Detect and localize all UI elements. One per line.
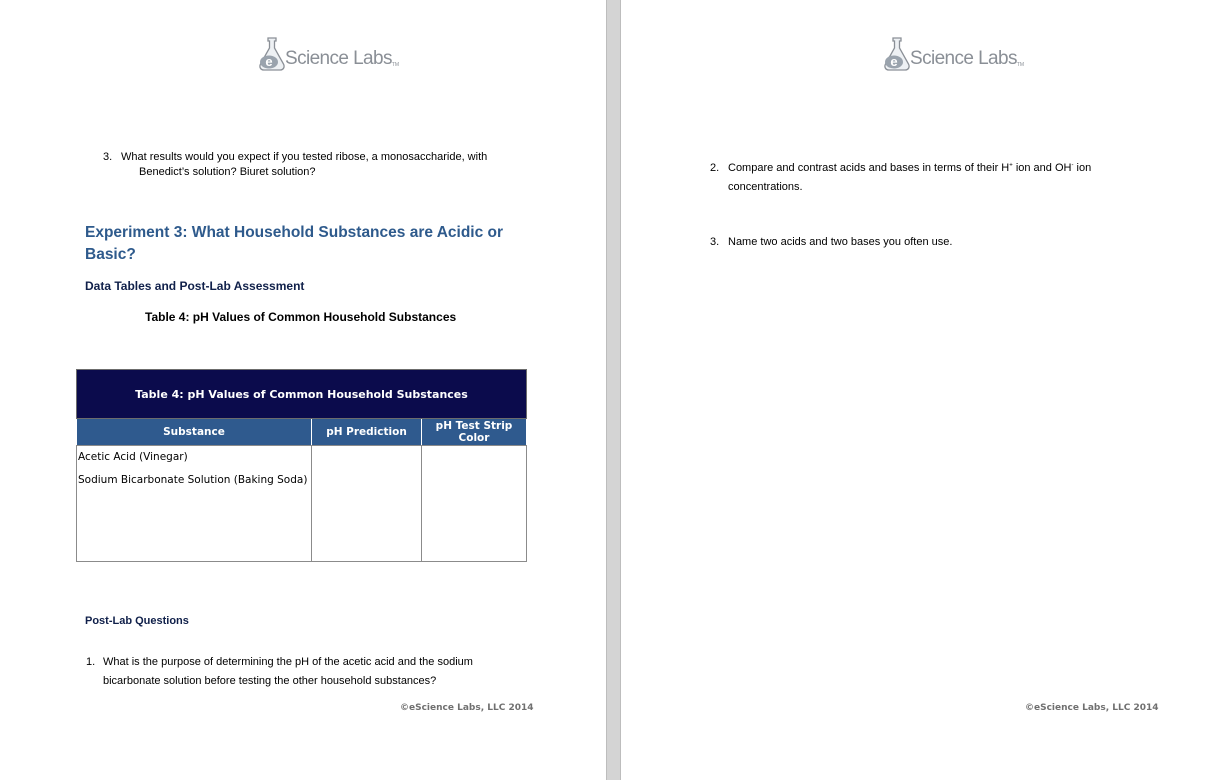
page-footer-copyright: ©eScience Labs, LLC 2014 <box>400 703 534 713</box>
column-header-ph-strip-color: pH Test Strip Color <box>422 419 527 446</box>
postlab-heading: Post-Lab Questions <box>85 615 189 627</box>
question-text-line2: Benedict’s solution? Biuret solution? <box>139 166 316 178</box>
question-3-left <box>103 150 523 180</box>
experiment-heading-line1: Experiment 3: What Household Substances are Acidic or <box>85 224 504 241</box>
table-title: Table 4: pH Values of Common Household Substances <box>77 370 527 419</box>
substance-acetic-acid: Acetic Acid (Vinegar) <box>78 451 188 463</box>
question-1-left <box>86 653 526 691</box>
question-number: 2. <box>710 162 720 174</box>
ph-prediction-cell[interactable] <box>312 446 422 562</box>
question-text-line1: Compare and contrast acids and bases in terms of their H+ ion and OH- ion <box>728 162 1092 174</box>
question-3-right <box>710 235 1130 250</box>
table-header-row <box>77 419 527 446</box>
question-text-line1: What results would you expect if you tested ribose, a monosaccharide, with <box>121 151 488 163</box>
substance-sodium-bicarbonate: Sodium Bicarbonate Solution (Baking Soda) <box>78 474 308 486</box>
question-text-line2: bicarbonate solution before testing the other household substances? <box>103 675 437 687</box>
substance-cell <box>77 446 312 562</box>
document-page-left <box>0 0 606 780</box>
page-divider <box>606 0 621 780</box>
experiment-heading <box>85 222 525 266</box>
svg-text:e: e <box>265 54 273 69</box>
table-row <box>77 446 527 562</box>
question-number: 3. <box>103 151 113 163</box>
escience-labs-logo <box>883 37 1024 71</box>
question-number: 1. <box>86 656 96 668</box>
flask-icon <box>883 37 911 71</box>
table-caption: Table 4: pH Values of Common Household Substances <box>145 310 457 324</box>
document-page-right <box>621 0 1221 780</box>
question-text-line1: What is the purpose of determining the pH of the acetic acid and the sodium <box>103 656 473 668</box>
logo-text: Science Labs <box>285 48 392 69</box>
question-number: 3. <box>710 236 720 248</box>
question-text: Name two acids and two bases you often use. <box>728 236 953 248</box>
logo-trademark: TM <box>1016 62 1025 68</box>
ph-strip-color-cell[interactable] <box>422 446 527 562</box>
svg-text:e: e <box>890 54 898 69</box>
section-heading: Data Tables and Post-Lab Assessment <box>85 279 305 293</box>
question-text-line2: concentrations. <box>728 181 803 193</box>
flask-icon <box>258 37 286 71</box>
ph-values-table <box>76 369 527 562</box>
column-header-ph-prediction: pH Prediction <box>312 419 422 446</box>
logo-text: Science Labs <box>910 48 1017 69</box>
experiment-heading-line2: Basic? <box>85 246 136 263</box>
question-2-right <box>710 159 1130 197</box>
logo-trademark: TM <box>391 62 400 68</box>
escience-labs-logo <box>258 37 399 71</box>
page-footer-copyright: ©eScience Labs, LLC 2014 <box>1025 703 1159 713</box>
table-title-row <box>77 370 527 419</box>
column-header-substance: Substance <box>77 419 312 446</box>
